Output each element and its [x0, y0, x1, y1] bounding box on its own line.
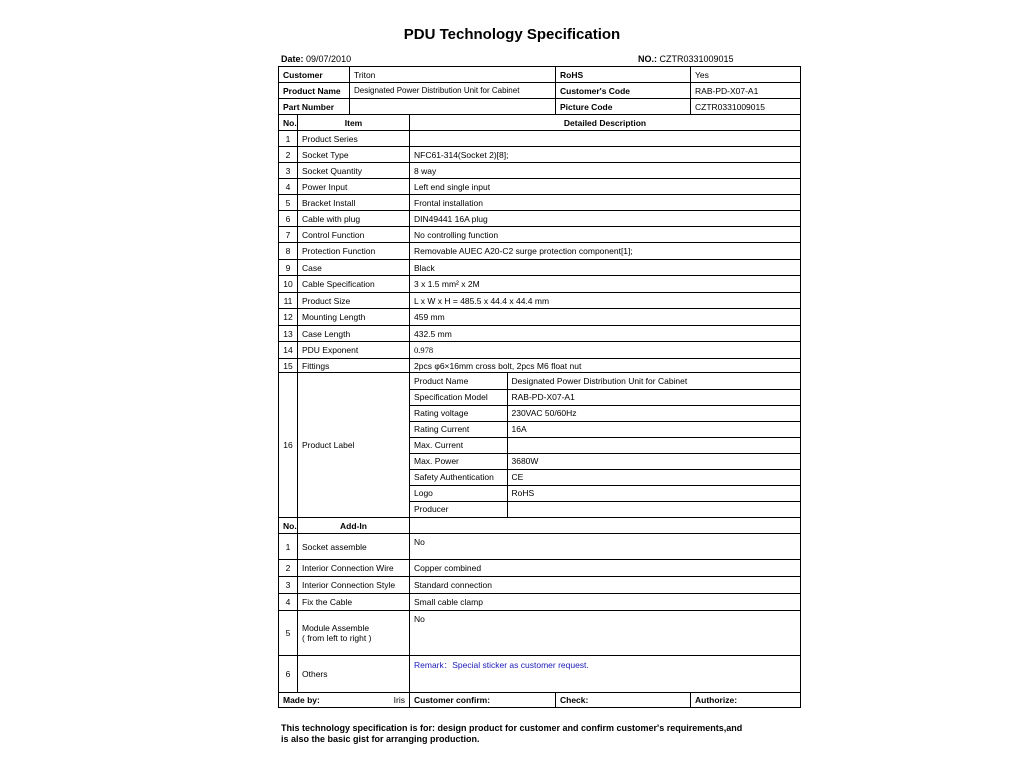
addin-description: Remark：Special sticker as customer request.: [410, 656, 801, 693]
label-value: Designated Power Distribution Unit for Cabinet: [507, 373, 800, 389]
addin-row: [279, 534, 801, 560]
spec-item: Cable with plug: [298, 211, 410, 227]
addin-item-label: Others: [302, 669, 328, 679]
label-key: Specification Model: [410, 389, 507, 405]
spec-rows: [279, 131, 801, 373]
spec-row: [279, 359, 801, 373]
product-label-row: [279, 373, 801, 518]
doc-number-label: NO.:: [638, 54, 657, 64]
spec-header-row: [279, 115, 801, 131]
label-key: Logo: [410, 485, 507, 501]
addin-item-sublabel: ( from left to right ): [302, 633, 372, 643]
no-header: No.: [279, 115, 298, 131]
product-label-table: [410, 373, 800, 517]
label-row: [410, 453, 800, 469]
spec-row: [279, 147, 801, 163]
spec-item: Power Input: [298, 179, 410, 195]
label-row: [410, 437, 800, 453]
spec-no: 8: [279, 243, 298, 260]
part-number-label: Part Number: [279, 99, 350, 115]
spec-no: 7: [279, 227, 298, 243]
info-row-customer: [279, 67, 801, 83]
label-row: [410, 421, 800, 437]
spec-item: Case Length: [298, 326, 410, 342]
label-row: [410, 469, 800, 485]
spec-no: 9: [279, 260, 298, 276]
addin-item-label: Module Assemble: [302, 623, 370, 633]
addin-no: 3: [279, 577, 298, 594]
spec-item: Fittings: [298, 359, 410, 373]
spec-no: 2: [279, 147, 298, 163]
spec-description: 2pcs φ6×16mm cross bolt, 2pcs M6 float nut: [410, 359, 801, 373]
spec-description: Black: [410, 260, 801, 276]
spec-item: Cable Specification: [298, 276, 410, 293]
spec-no: 12: [279, 309, 298, 326]
date-label: Date:: [281, 54, 304, 64]
addin-rows: [279, 534, 801, 693]
addin-description: Copper combined: [410, 560, 801, 577]
authorize-label: Authorize:: [691, 693, 801, 708]
check-label: Check:: [556, 693, 691, 708]
spec-description: 0.978: [410, 342, 801, 359]
spec-table: [278, 66, 801, 708]
document-number: [638, 54, 734, 64]
spec-description: No controlling function: [410, 227, 801, 243]
addin-description: Small cable clamp: [410, 594, 801, 611]
page-title: PDU Technology Specification: [403, 26, 621, 43]
date-line: [281, 54, 351, 64]
addin-item: [298, 577, 410, 594]
addin-item: [298, 594, 410, 611]
spec-row: [279, 326, 801, 342]
label-key: Rating Current: [410, 421, 507, 437]
info-row-part: [279, 99, 801, 115]
label-key: Max. Current: [410, 437, 507, 453]
spec-description: 459 mm: [410, 309, 801, 326]
spec-item: Mounting Length: [298, 309, 410, 326]
product-label-item: Product Label: [298, 373, 410, 518]
addin-item: [298, 611, 410, 656]
picture-code-value: CZTR0331009015: [691, 99, 801, 115]
addin-header-blank: [410, 518, 801, 534]
spec-no: 13: [279, 326, 298, 342]
footer-line-1: This technology specification is for: design product for customer and confirm customer's requirements,and: [281, 723, 743, 733]
customer-confirm-label: Customer confirm:: [410, 693, 556, 708]
label-value: [507, 437, 800, 453]
doc-number-value: CZTR0331009015: [659, 54, 734, 64]
spec-row: [279, 211, 801, 227]
label-key: Product Name: [410, 373, 507, 389]
picture-code-label: Picture Code: [556, 99, 691, 115]
spec-no: 14: [279, 342, 298, 359]
addin-item: [298, 656, 410, 693]
label-value: 3680W: [507, 453, 800, 469]
label-key: Max. Power: [410, 453, 507, 469]
addin-no: 2: [279, 560, 298, 577]
label-value: RAB-PD-X07-A1: [507, 389, 800, 405]
product-name-label: Product Name: [279, 83, 350, 99]
spec-no: 3: [279, 163, 298, 179]
customer-code-label: Customer's Code: [556, 83, 691, 99]
addin-row: [279, 577, 801, 594]
addin-no: 4: [279, 594, 298, 611]
label-value: RoHS: [507, 485, 800, 501]
spec-row: [279, 243, 801, 260]
spec-description: Frontal installation: [410, 195, 801, 211]
spec-row: [279, 195, 801, 211]
spec-description: Left end single input: [410, 179, 801, 195]
product-label-cell: [410, 373, 801, 518]
addin-header-row: [279, 518, 801, 534]
addin-item-label: Interior Connection Style: [302, 580, 396, 590]
spec-no: 6: [279, 211, 298, 227]
spec-description: DIN49441 16A plug: [410, 211, 801, 227]
part-number-value: [350, 99, 556, 115]
label-key: Rating voltage: [410, 405, 507, 421]
product-name-value: Designated Power Distribution Unit for Cabinet: [350, 83, 556, 99]
rohs-value: Yes: [691, 67, 801, 83]
spec-description: [410, 131, 801, 147]
made-by-label: Made by:: [283, 695, 320, 705]
spec-item: Control Function: [298, 227, 410, 243]
label-key: Producer: [410, 501, 507, 517]
addin-no: 5: [279, 611, 298, 656]
addin-row: [279, 560, 801, 577]
footer-note: [281, 723, 761, 745]
label-value: [507, 501, 800, 517]
spec-item: Socket Type: [298, 147, 410, 163]
addin-description: No: [410, 534, 801, 560]
rohs-label: RoHS: [556, 67, 691, 83]
spec-row: [279, 309, 801, 326]
spec-row: [279, 260, 801, 276]
made-by-value: Iris: [393, 695, 405, 705]
product-label-no: 16: [279, 373, 298, 518]
spec-item: Product Size: [298, 293, 410, 309]
spec-item: PDU Exponent: [298, 342, 410, 359]
spec-item: Case: [298, 260, 410, 276]
spec-row: [279, 342, 801, 359]
spec-row: [279, 227, 801, 243]
addin-item: [298, 560, 410, 577]
spec-row: [279, 163, 801, 179]
spec-no: 4: [279, 179, 298, 195]
spec-item: Protection Function: [298, 243, 410, 260]
label-row: [410, 485, 800, 501]
addin-item-label: Interior Connection Wire: [302, 563, 394, 573]
spec-description: NFC61-314(Socket 2)[8];: [410, 147, 801, 163]
made-by-cell: [279, 693, 410, 708]
description-header: Detailed Description: [410, 115, 801, 131]
addin-description: Standard connection: [410, 577, 801, 594]
addin-no-header: No.: [279, 518, 298, 534]
spec-row: [279, 131, 801, 147]
addin-row: [279, 594, 801, 611]
date-value: 09/07/2010: [306, 54, 352, 64]
spec-row: [279, 276, 801, 293]
spec-description: 3 x 1.5 mm² x 2M: [410, 276, 801, 293]
spec-description: 8 way: [410, 163, 801, 179]
label-value: 230VAC 50/60Hz: [507, 405, 800, 421]
customer-label: Customer: [279, 67, 350, 83]
signoff-row: [279, 693, 801, 708]
spec-no: 1: [279, 131, 298, 147]
spec-no: 15: [279, 359, 298, 373]
customer-code-value: RAB-PD-X07-A1: [691, 83, 801, 99]
addin-description: No: [410, 611, 801, 656]
addin-no: 6: [279, 656, 298, 693]
spec-item: Product Series: [298, 131, 410, 147]
label-key: Safety Authentication: [410, 469, 507, 485]
addin-row: [279, 656, 801, 693]
addin-no: 1: [279, 534, 298, 560]
addin-item-label: Socket assemble: [302, 541, 367, 552]
spec-no: 10: [279, 276, 298, 293]
addin-item-label: Fix the Cable: [302, 597, 353, 607]
info-row-product: [279, 83, 801, 99]
spec-description: 432.5 mm: [410, 326, 801, 342]
customer-value: Triton: [350, 67, 556, 83]
spec-no: 11: [279, 293, 298, 309]
spec-row: [279, 179, 801, 195]
label-value: 16A: [507, 421, 800, 437]
label-row: [410, 389, 800, 405]
footer-line-2: is also the basic gist for arranging production.: [281, 734, 480, 744]
spec-item: Bracket Install: [298, 195, 410, 211]
addin-row: [279, 611, 801, 656]
label-row: [410, 373, 800, 389]
spec-row: [279, 293, 801, 309]
spec-item: Socket Quantity: [298, 163, 410, 179]
spec-description: Removable AUEC A20-C2 surge protection component[1];: [410, 243, 801, 260]
spec-description: L x W x H = 485.5 x 44.4 x 44.4 mm: [410, 293, 801, 309]
label-row: [410, 405, 800, 421]
addin-header: Add-In: [298, 518, 410, 534]
item-header: Item: [298, 115, 410, 131]
spec-no: 5: [279, 195, 298, 211]
label-value: CE: [507, 469, 800, 485]
label-row: [410, 501, 800, 517]
addin-item: [298, 534, 410, 560]
